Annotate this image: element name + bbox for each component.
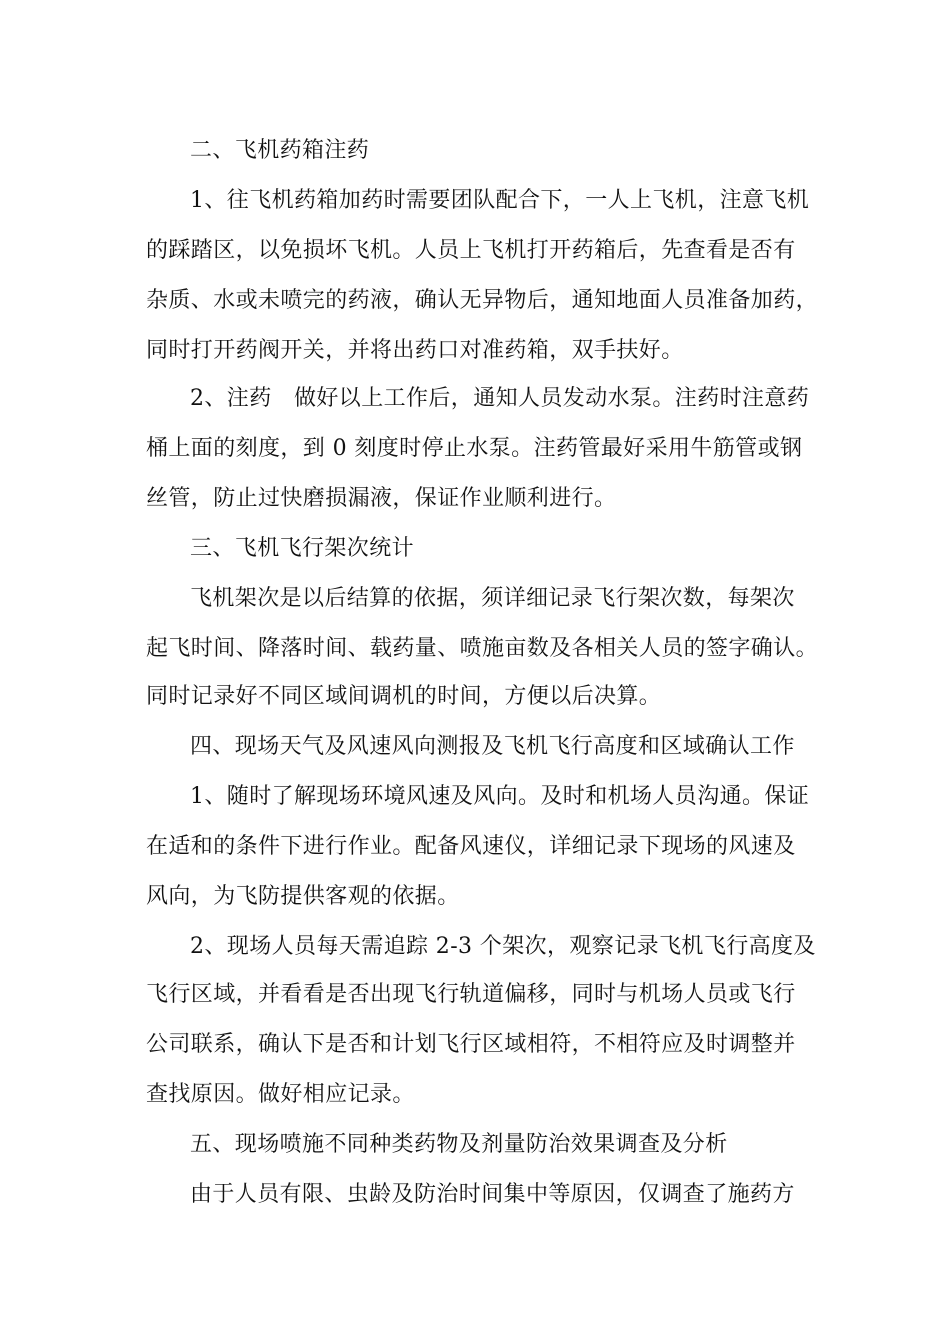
paragraph-line: 在适和的条件下进行作业。配备风速仪，详细记录下现场的风速及	[146, 834, 796, 859]
paragraph-line: 飞机架次是以后结算的依据，须详细记录飞行架次数，每架次	[190, 586, 795, 611]
paragraph-line: 丝管，防止过快磨损漏液，保证作业顺利进行。	[146, 486, 617, 511]
paragraph-line: 公司联系，确认下是否和计划飞行区域相符，不相符应及时调整并	[146, 1032, 796, 1057]
paragraph-line: 2、注药 做好以上工作后，通知人员发动水泵。注药时注意药	[190, 386, 810, 411]
section-heading: 三、飞机飞行架次统计	[190, 536, 415, 561]
paragraph-line: 1、往飞机药箱加药时需要团队配合下，一人上飞机，注意飞机	[190, 188, 810, 213]
paragraph-line: 由于人员有限、虫龄及防治时间集中等原因，仅调查了施药方	[190, 1182, 795, 1207]
paragraph-line: 1、随时了解现场环境风速及风向。及时和机场人员沟通。保证	[190, 784, 810, 809]
section-heading: 五、现场喷施不同种类药物及剂量防治效果调查及分析	[190, 1132, 728, 1157]
paragraph-line: 飞行区域，并看看是否出现飞行轨道偏移，同时与机场人员或飞行	[146, 982, 796, 1007]
paragraph-line: 的踩踏区，以免损坏飞机。人员上飞机打开药箱后，先查看是否有	[146, 238, 796, 263]
paragraph-line: 2、现场人员每天需追踪 2-3 个架次，观察记录飞机飞行高度及	[190, 934, 816, 959]
paragraph-line: 同时记录好不同区域间调机的时间，方便以后决算。	[146, 684, 662, 709]
paragraph-line: 桶上面的刻度，到 0 刻度时停止水泵。注药管最好采用牛筋管或钢	[146, 436, 803, 461]
paragraph-line: 杂质、水或未喷完的药液，确认无异物后，通知地面人员准备加药，	[146, 288, 819, 313]
section-heading: 四、现场天气及风速风向测报及飞机飞行高度和区域确认工作	[190, 734, 795, 759]
paragraph-line: 起飞时间、降落时间、载药量、喷施亩数及各相关人员的签字确认。	[146, 636, 819, 661]
paragraph-line: 查找原因。做好相应记录。	[146, 1082, 415, 1107]
paragraph-line: 风向，为飞防提供客观的依据。	[146, 884, 460, 909]
section-heading: 二、飞机药箱注药	[190, 138, 370, 163]
paragraph-line: 同时打开药阀开关，并将出药口对准药箱，双手扶好。	[146, 338, 684, 363]
